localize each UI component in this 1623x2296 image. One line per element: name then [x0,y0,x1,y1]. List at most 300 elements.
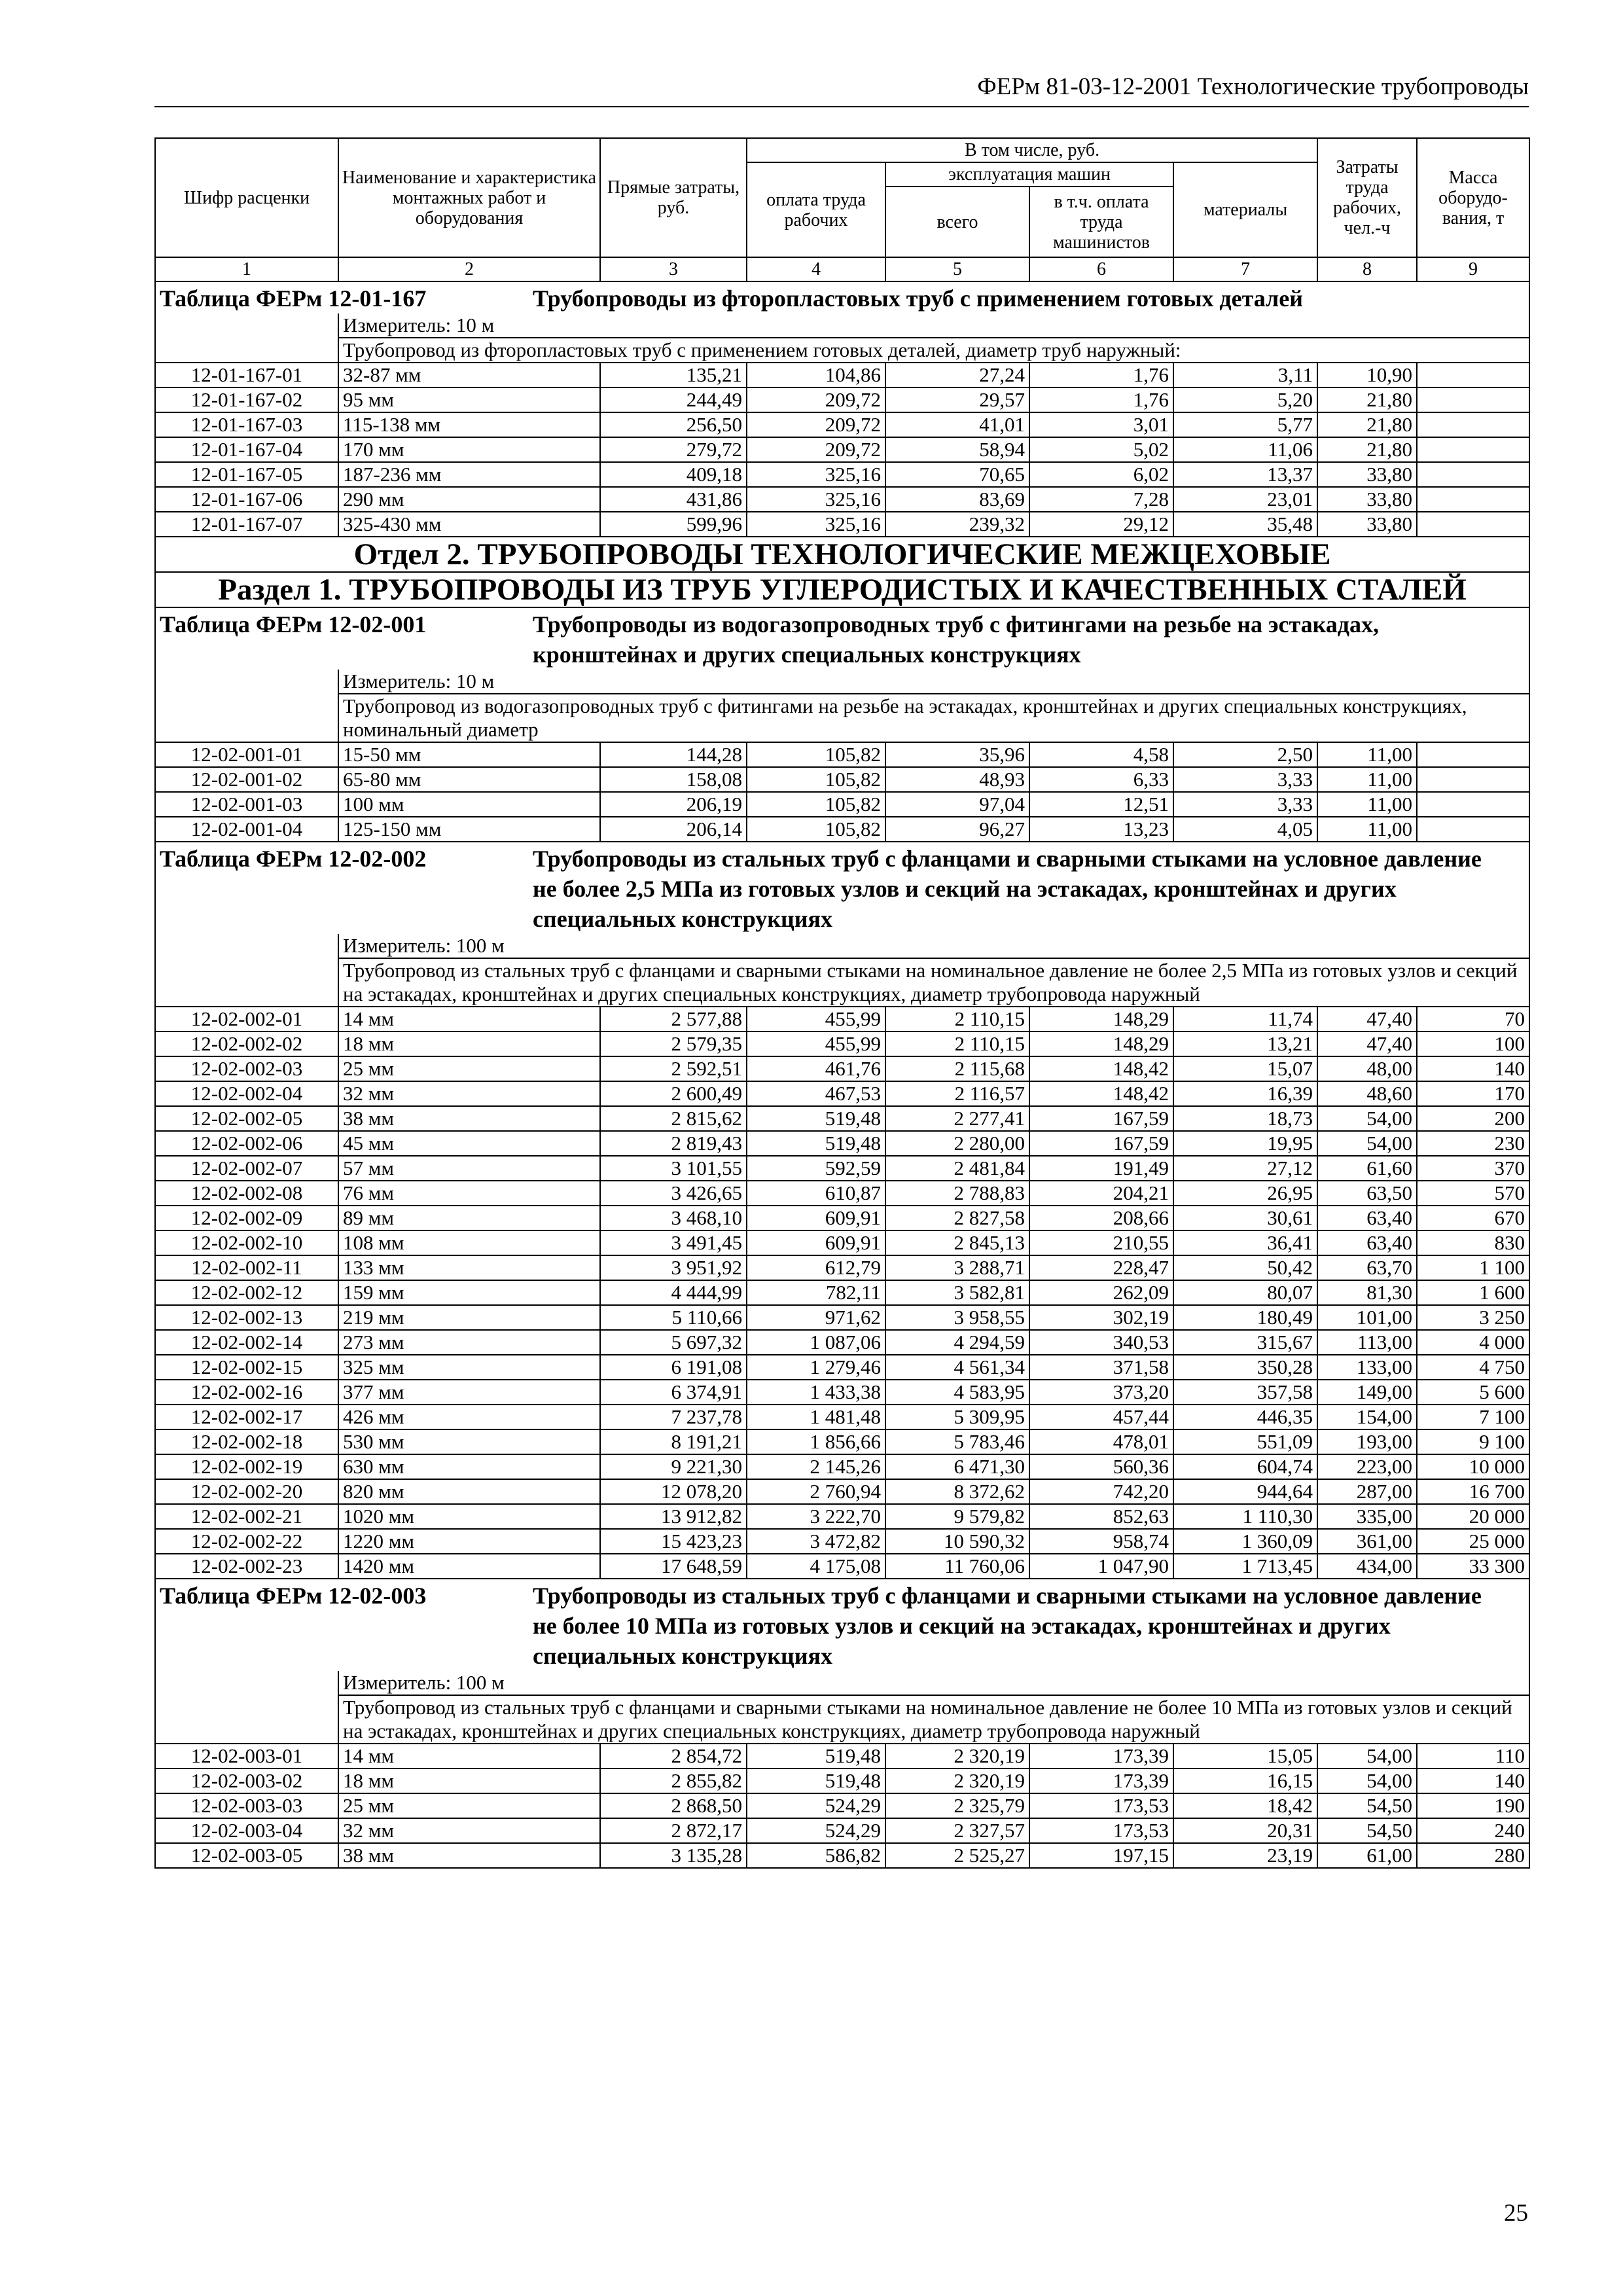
work-name-cell: 32 мм [338,1818,600,1843]
work-name-cell: 14 мм [338,1744,600,1768]
table-row [155,412,1529,437]
wages-cell: 3 222,70 [747,1504,885,1529]
labor-costs-cell: 61,00 [1317,1843,1417,1868]
machinists-wages-cell: 173,39 [1029,1768,1173,1793]
machines-total-cell: 2 788,83 [885,1181,1029,1206]
materials-cell: 18,73 [1173,1106,1317,1131]
rate-code-cell: 12-02-002-07 [155,1156,338,1181]
machinists-wages-cell: 6,33 [1029,767,1173,792]
labor-costs-cell: 101,00 [1317,1305,1417,1330]
wages-cell: 592,59 [747,1156,885,1181]
direct-costs-cell: 431,86 [600,487,747,512]
direct-costs-cell: 279,72 [600,437,747,462]
subtable-label: Таблица ФЕРм 12-01-167 [160,285,427,312]
direct-costs-cell: 2 577,88 [600,1007,747,1031]
direct-costs-cell: 256,50 [600,412,747,437]
table-row [155,1768,1529,1793]
direct-costs-cell: 8 191,21 [600,1429,747,1454]
labor-costs-cell: 21,80 [1317,437,1417,462]
machinists-wages-cell: 560,36 [1029,1454,1173,1479]
machines-total-cell: 10 590,32 [885,1529,1029,1554]
description-text: Трубопровод из стальных труб с фланцами и сварными стыками на номинальное давление не более 2,5 МПа из готовых узлов и секций на эстакадах, кронштейнах и других специальных конструкциях, диаметр трубопровода наружный [338,958,1529,1007]
machines-total-cell: 29,57 [885,387,1029,412]
equipment-mass-cell: 570 [1417,1181,1529,1206]
work-name-cell: 38 мм [338,1106,600,1131]
work-name-cell: 38 мм [338,1843,600,1868]
machines-total-cell: 3 288,71 [885,1255,1029,1280]
machinists-wages-cell: 29,12 [1029,512,1173,537]
rate-code-cell: 12-01-167-07 [155,512,338,537]
rate-code-cell: 12-02-002-19 [155,1454,338,1479]
work-name-cell: 426 мм [338,1405,600,1429]
rate-code-cell: 12-02-003-05 [155,1843,338,1868]
table-row [155,462,1529,487]
meter-text: Измеритель: 100 м [338,1671,1529,1695]
wages-cell: 609,91 [747,1230,885,1255]
direct-costs-cell: 135,21 [600,363,747,387]
machines-total-cell: 2 525,27 [885,1843,1029,1868]
description-row [155,1695,1529,1744]
equipment-mass-cell: 4 750 [1417,1355,1529,1380]
work-name-cell: 65-80 мм [338,767,600,792]
table-row [155,437,1529,462]
wages-cell: 519,48 [747,1106,885,1131]
wages-cell: 2 760,94 [747,1479,885,1504]
labor-costs-cell: 11,00 [1317,792,1417,817]
direct-costs-cell: 409,18 [600,462,747,487]
machinists-wages-cell: 167,59 [1029,1106,1173,1131]
rate-code-cell: 12-02-002-09 [155,1206,338,1230]
machinists-wages-cell: 5,02 [1029,437,1173,462]
table-row [155,1081,1529,1106]
subtable-title: Трубопроводы из стальных труб с фланцами и сварными стыками на условное давление не более 2,5 МПа из готовых узлов и секций на эстакадах, кронштейнах и других специальных конструкциях [533,846,1482,932]
direct-costs-cell: 244,49 [600,387,747,412]
materials-cell: 26,95 [1173,1181,1317,1206]
materials-cell: 1 713,45 [1173,1554,1317,1579]
direct-costs-cell: 3 468,10 [600,1206,747,1230]
machinists-wages-cell: 12,51 [1029,792,1173,817]
work-name-cell: 1020 мм [338,1504,600,1529]
materials-cell: 11,06 [1173,437,1317,462]
rate-code-cell: 12-02-002-01 [155,1007,338,1031]
col-header-name: Наименование и характеристика монтажных работ и оборудования [338,138,600,257]
wages-cell: 209,72 [747,387,885,412]
equipment-mass-cell: 10 000 [1417,1454,1529,1479]
wages-cell: 971,62 [747,1305,885,1330]
wages-cell: 467,53 [747,1081,885,1106]
materials-cell: 5,20 [1173,387,1317,412]
machines-total-cell: 2 320,19 [885,1744,1029,1768]
equipment-mass-cell: 1 600 [1417,1280,1529,1305]
meter-text: Измеритель: 10 м [338,314,1529,338]
direct-costs-cell: 3 951,92 [600,1255,747,1280]
table-row [155,1454,1529,1479]
labor-costs-cell: 48,60 [1317,1081,1417,1106]
meter-text: Измеритель: 100 м [338,934,1529,958]
col-header-mach: эксплуатация машин [885,162,1173,187]
wages-cell: 609,91 [747,1206,885,1230]
work-name-cell: 45 мм [338,1131,600,1156]
machines-total-cell: 48,93 [885,767,1029,792]
direct-costs-cell: 158,08 [600,767,747,792]
machines-total-cell: 11 760,06 [885,1554,1029,1579]
table-row [155,1106,1529,1131]
machines-total-cell: 70,65 [885,462,1029,487]
description-row [155,694,1529,742]
materials-cell: 19,95 [1173,1131,1317,1156]
table-row [155,1405,1529,1429]
materials-cell: 4,05 [1173,817,1317,842]
machines-total-cell: 3 582,81 [885,1280,1029,1305]
machinists-wages-cell: 457,44 [1029,1405,1173,1429]
table-row [155,1255,1529,1280]
materials-cell: 11,74 [1173,1007,1317,1031]
direct-costs-cell: 2 819,43 [600,1131,747,1156]
labor-costs-cell: 54,00 [1317,1768,1417,1793]
direct-costs-cell: 2 855,82 [600,1768,747,1793]
rate-code-cell: 12-02-002-02 [155,1031,338,1056]
col-header-wages: оплата труда рабочих [747,162,885,257]
materials-cell: 20,31 [1173,1818,1317,1843]
materials-cell: 604,74 [1173,1454,1317,1479]
wages-cell: 524,29 [747,1818,885,1843]
machinists-wages-cell: 204,21 [1029,1181,1173,1206]
col-num: 3 [600,257,747,281]
rate-code-cell: 12-01-167-06 [155,487,338,512]
description-text: Трубопровод из водогазопроводных труб с фитингами на резьбе на эстакадах, кронштейнах и других специальных конструкциях, номинальный диаметр [338,694,1529,742]
materials-cell: 180,49 [1173,1305,1317,1330]
materials-cell: 36,41 [1173,1230,1317,1255]
machines-total-cell: 2 110,15 [885,1007,1029,1031]
materials-cell: 315,67 [1173,1330,1317,1355]
labor-costs-cell: 47,40 [1317,1007,1417,1031]
rates-table [154,137,1530,1869]
equipment-mass-cell [1417,817,1529,842]
table-row [155,1843,1529,1868]
equipment-mass-cell: 70 [1417,1007,1529,1031]
table-row [155,1031,1529,1056]
materials-cell: 23,01 [1173,487,1317,512]
work-name-cell: 325 мм [338,1355,600,1380]
machinists-wages-cell: 262,09 [1029,1280,1173,1305]
labor-costs-cell: 81,30 [1317,1280,1417,1305]
machinists-wages-cell: 210,55 [1029,1230,1173,1255]
rate-code-cell: 12-02-002-05 [155,1106,338,1131]
wages-cell: 1 433,38 [747,1380,885,1405]
machinists-wages-cell: 1,76 [1029,387,1173,412]
equipment-mass-cell: 280 [1417,1843,1529,1868]
materials-cell: 35,48 [1173,512,1317,537]
machines-total-cell: 27,24 [885,363,1029,387]
machinists-wages-cell: 167,59 [1029,1131,1173,1156]
materials-cell: 3,33 [1173,767,1317,792]
labor-costs-cell: 113,00 [1317,1330,1417,1355]
wages-cell: 1 481,48 [747,1405,885,1429]
machinists-wages-cell: 4,58 [1029,742,1173,767]
wages-cell: 3 472,82 [747,1529,885,1554]
materials-cell: 13,21 [1173,1031,1317,1056]
materials-cell: 23,19 [1173,1843,1317,1868]
materials-cell: 50,42 [1173,1255,1317,1280]
equipment-mass-cell: 9 100 [1417,1429,1529,1454]
machines-total-cell: 2 327,57 [885,1818,1029,1843]
equipment-mass-cell: 230 [1417,1131,1529,1156]
col-header-mach-wages: в т.ч. оплата труда машинистов [1029,187,1173,257]
machines-total-cell: 2 320,19 [885,1768,1029,1793]
machines-total-cell: 96,27 [885,817,1029,842]
equipment-mass-cell: 33 300 [1417,1554,1529,1579]
labor-costs-cell: 54,50 [1317,1818,1417,1843]
table-row [155,767,1529,792]
subtable-heading [155,1579,1529,1671]
direct-costs-cell: 6 374,91 [600,1380,747,1405]
direct-costs-cell: 206,19 [600,792,747,817]
work-name-cell: 32-87 мм [338,363,600,387]
work-name-cell: 290 мм [338,487,600,512]
work-name-cell: 25 мм [338,1793,600,1818]
table-row [155,487,1529,512]
labor-costs-cell: 54,50 [1317,1793,1417,1818]
work-name-cell: 630 мм [338,1454,600,1479]
labor-costs-cell: 11,00 [1317,767,1417,792]
meter-text: Измеритель: 10 м [338,670,1529,694]
col-num: 2 [338,257,600,281]
equipment-mass-cell: 240 [1417,1818,1529,1843]
wages-cell: 209,72 [747,412,885,437]
rate-code-cell: 12-02-002-15 [155,1355,338,1380]
machines-total-cell: 2 115,68 [885,1056,1029,1081]
machines-total-cell: 97,04 [885,792,1029,817]
work-name-cell: 14 мм [338,1007,600,1031]
wages-cell: 325,16 [747,487,885,512]
wages-cell: 610,87 [747,1181,885,1206]
wages-cell: 1 279,46 [747,1355,885,1380]
razdel-heading [155,572,1529,607]
machinists-wages-cell: 148,29 [1029,1031,1173,1056]
machines-total-cell: 58,94 [885,437,1029,462]
machines-total-cell: 4 294,59 [885,1330,1029,1355]
machines-total-cell: 9 579,82 [885,1504,1029,1529]
direct-costs-cell: 3 101,55 [600,1156,747,1181]
direct-costs-cell: 3 426,65 [600,1181,747,1206]
direct-costs-cell: 3 491,45 [600,1230,747,1255]
equipment-mass-cell [1417,437,1529,462]
machinists-wages-cell: 148,42 [1029,1081,1173,1106]
labor-costs-cell: 61,60 [1317,1156,1417,1181]
meter-row [155,1671,1529,1695]
description-text: Трубопровод из стальных труб с фланцами и сварными стыками на номинальное давление не более 10 МПа из готовых узлов и секций на эстакадах, кронштейнах и других специальных конструкциях, диаметр трубопровода наружный [338,1695,1529,1744]
wages-cell: 519,48 [747,1744,885,1768]
machines-total-cell: 8 372,62 [885,1479,1029,1504]
razdel-title: Раздел 1. ТРУБОПРОВОДЫ ИЗ ТРУБ УГЛЕРОДИСТЫХ И КАЧЕСТВЕННЫХ СТАЛЕЙ [155,572,1529,607]
table-row [155,1793,1529,1818]
wages-cell: 782,11 [747,1280,885,1305]
machines-total-cell: 3 958,55 [885,1305,1029,1330]
rate-code-cell: 12-01-167-01 [155,363,338,387]
materials-cell: 16,15 [1173,1768,1317,1793]
machines-total-cell: 5 309,95 [885,1405,1029,1429]
work-name-cell: 187-236 мм [338,462,600,487]
rate-code-cell: 12-01-167-04 [155,437,338,462]
labor-costs-cell: 63,40 [1317,1206,1417,1230]
work-name-cell: 15-50 мм [338,742,600,767]
rate-code-cell: 12-02-002-08 [155,1181,338,1206]
direct-costs-cell: 2 872,17 [600,1818,747,1843]
table-row [155,1380,1529,1405]
rate-code-cell: 12-02-003-04 [155,1818,338,1843]
work-name-cell: 273 мм [338,1330,600,1355]
equipment-mass-cell [1417,387,1529,412]
machinists-wages-cell: 1,76 [1029,363,1173,387]
labor-costs-cell: 223,00 [1317,1454,1417,1479]
rate-code-cell: 12-02-001-01 [155,742,338,767]
col-num: 5 [885,257,1029,281]
work-name-cell: 76 мм [338,1181,600,1206]
materials-cell: 3,33 [1173,792,1317,817]
machinists-wages-cell: 1 047,90 [1029,1554,1173,1579]
materials-cell: 16,39 [1173,1081,1317,1106]
labor-costs-cell: 149,00 [1317,1380,1417,1405]
equipment-mass-cell: 370 [1417,1156,1529,1181]
machinists-wages-cell: 191,49 [1029,1156,1173,1181]
meter-row [155,314,1529,338]
equipment-mass-cell [1417,512,1529,537]
machines-total-cell: 2 116,57 [885,1081,1029,1106]
direct-costs-cell: 2 854,72 [600,1744,747,1768]
table-row [155,1056,1529,1081]
materials-cell: 3,11 [1173,363,1317,387]
rate-code-cell: 12-02-002-06 [155,1131,338,1156]
equipment-mass-cell [1417,767,1529,792]
wages-cell: 104,86 [747,363,885,387]
equipment-mass-cell [1417,363,1529,387]
direct-costs-cell: 206,14 [600,817,747,842]
materials-cell: 350,28 [1173,1355,1317,1380]
labor-costs-cell: 335,00 [1317,1504,1417,1529]
page-header: ФЕРм 81-03-12-2001 Технологические трубопроводы [154,71,1529,107]
table-row [155,817,1529,842]
wages-cell: 461,76 [747,1056,885,1081]
table-row [155,1206,1529,1230]
table-row [155,1305,1529,1330]
labor-costs-cell: 11,00 [1317,817,1417,842]
table-row [155,363,1529,387]
table-row [155,1230,1529,1255]
machines-total-cell: 2 280,00 [885,1131,1029,1156]
wages-cell: 105,82 [747,742,885,767]
equipment-mass-cell: 170 [1417,1081,1529,1106]
direct-costs-cell: 5 697,32 [600,1330,747,1355]
machinists-wages-cell: 13,23 [1029,817,1173,842]
wages-cell: 612,79 [747,1255,885,1280]
work-name-cell: 1220 мм [338,1529,600,1554]
subtable-title: Трубопроводы из стальных труб с фланцами и сварными стыками на условное давление не более 10 МПа из готовых узлов и секций на эстакадах, кронштейнах и других специальных конструкциях [533,1583,1482,1669]
machinists-wages-cell: 173,53 [1029,1793,1173,1818]
equipment-mass-cell: 16 700 [1417,1479,1529,1504]
wages-cell: 1 087,06 [747,1330,885,1355]
labor-costs-cell: 154,00 [1317,1405,1417,1429]
materials-cell: 15,05 [1173,1744,1317,1768]
table-row [155,1529,1529,1554]
rate-code-cell: 12-01-167-02 [155,387,338,412]
machinists-wages-cell: 373,20 [1029,1380,1173,1405]
col-header-labor: Затраты труда рабочих, чел.-ч [1317,138,1417,257]
materials-cell: 944,64 [1173,1479,1317,1504]
direct-costs-cell: 2 592,51 [600,1056,747,1081]
work-name-cell: 133 мм [338,1255,600,1280]
col-header-code: Шифр расценки [155,138,338,257]
wages-cell: 105,82 [747,767,885,792]
work-name-cell: 1420 мм [338,1554,600,1579]
col-header-mach-total: всего [885,187,1029,257]
direct-costs-cell: 7 237,78 [600,1405,747,1429]
machines-total-cell: 41,01 [885,412,1029,437]
labor-costs-cell: 21,80 [1317,387,1417,412]
materials-cell: 2,50 [1173,742,1317,767]
machinists-wages-cell: 228,47 [1029,1255,1173,1280]
meter-row [155,670,1529,694]
materials-cell: 80,07 [1173,1280,1317,1305]
work-name-cell: 170 мм [338,437,600,462]
rate-code-cell: 12-02-002-22 [155,1529,338,1554]
wages-cell: 1 856,66 [747,1429,885,1454]
work-name-cell: 18 мм [338,1768,600,1793]
table-row [155,1181,1529,1206]
machines-total-cell: 5 783,46 [885,1429,1029,1454]
wages-cell: 524,29 [747,1793,885,1818]
labor-costs-cell: 54,00 [1317,1744,1417,1768]
direct-costs-cell: 9 221,30 [600,1454,747,1479]
rate-code-cell: 12-02-002-13 [155,1305,338,1330]
table-row [155,1744,1529,1768]
col-header-mass: Масса оборудо-вания, т [1417,138,1529,257]
labor-costs-cell: 54,00 [1317,1131,1417,1156]
wages-cell: 4 175,08 [747,1554,885,1579]
col-num: 8 [1317,257,1417,281]
table-row [155,742,1529,767]
equipment-mass-cell: 5 600 [1417,1380,1529,1405]
direct-costs-cell: 13 912,82 [600,1504,747,1529]
equipment-mass-cell: 100 [1417,1031,1529,1056]
labor-costs-cell: 434,00 [1317,1554,1417,1579]
rate-code-cell: 12-02-003-02 [155,1768,338,1793]
machinists-wages-cell: 478,01 [1029,1429,1173,1454]
machinists-wages-cell: 852,63 [1029,1504,1173,1529]
equipment-mass-cell: 110 [1417,1744,1529,1768]
rate-code-cell: 12-02-002-17 [155,1405,338,1429]
rate-code-cell: 12-02-002-04 [155,1081,338,1106]
equipment-mass-cell: 140 [1417,1056,1529,1081]
table-row [155,1818,1529,1843]
description-row [155,338,1529,363]
table-row [155,387,1529,412]
col-header-materials: материалы [1173,162,1317,257]
labor-costs-cell: 63,40 [1317,1230,1417,1255]
direct-costs-cell: 599,96 [600,512,747,537]
equipment-mass-cell: 140 [1417,1768,1529,1793]
materials-cell: 27,12 [1173,1156,1317,1181]
machinists-wages-cell: 7,28 [1029,487,1173,512]
direct-costs-cell: 12 078,20 [600,1479,747,1504]
machinists-wages-cell: 302,19 [1029,1305,1173,1330]
work-name-cell: 89 мм [338,1206,600,1230]
machines-total-cell: 6 471,30 [885,1454,1029,1479]
machines-total-cell: 4 583,95 [885,1380,1029,1405]
subtable-title: Трубопроводы из водогазопроводных труб с фитингами на резьбе на эстакадах, кронштейнах и других специальных конструкциях [533,611,1380,668]
subtable-heading [155,607,1529,670]
work-name-cell: 325-430 мм [338,512,600,537]
col-header-incl: В том числе, руб. [747,138,1317,162]
